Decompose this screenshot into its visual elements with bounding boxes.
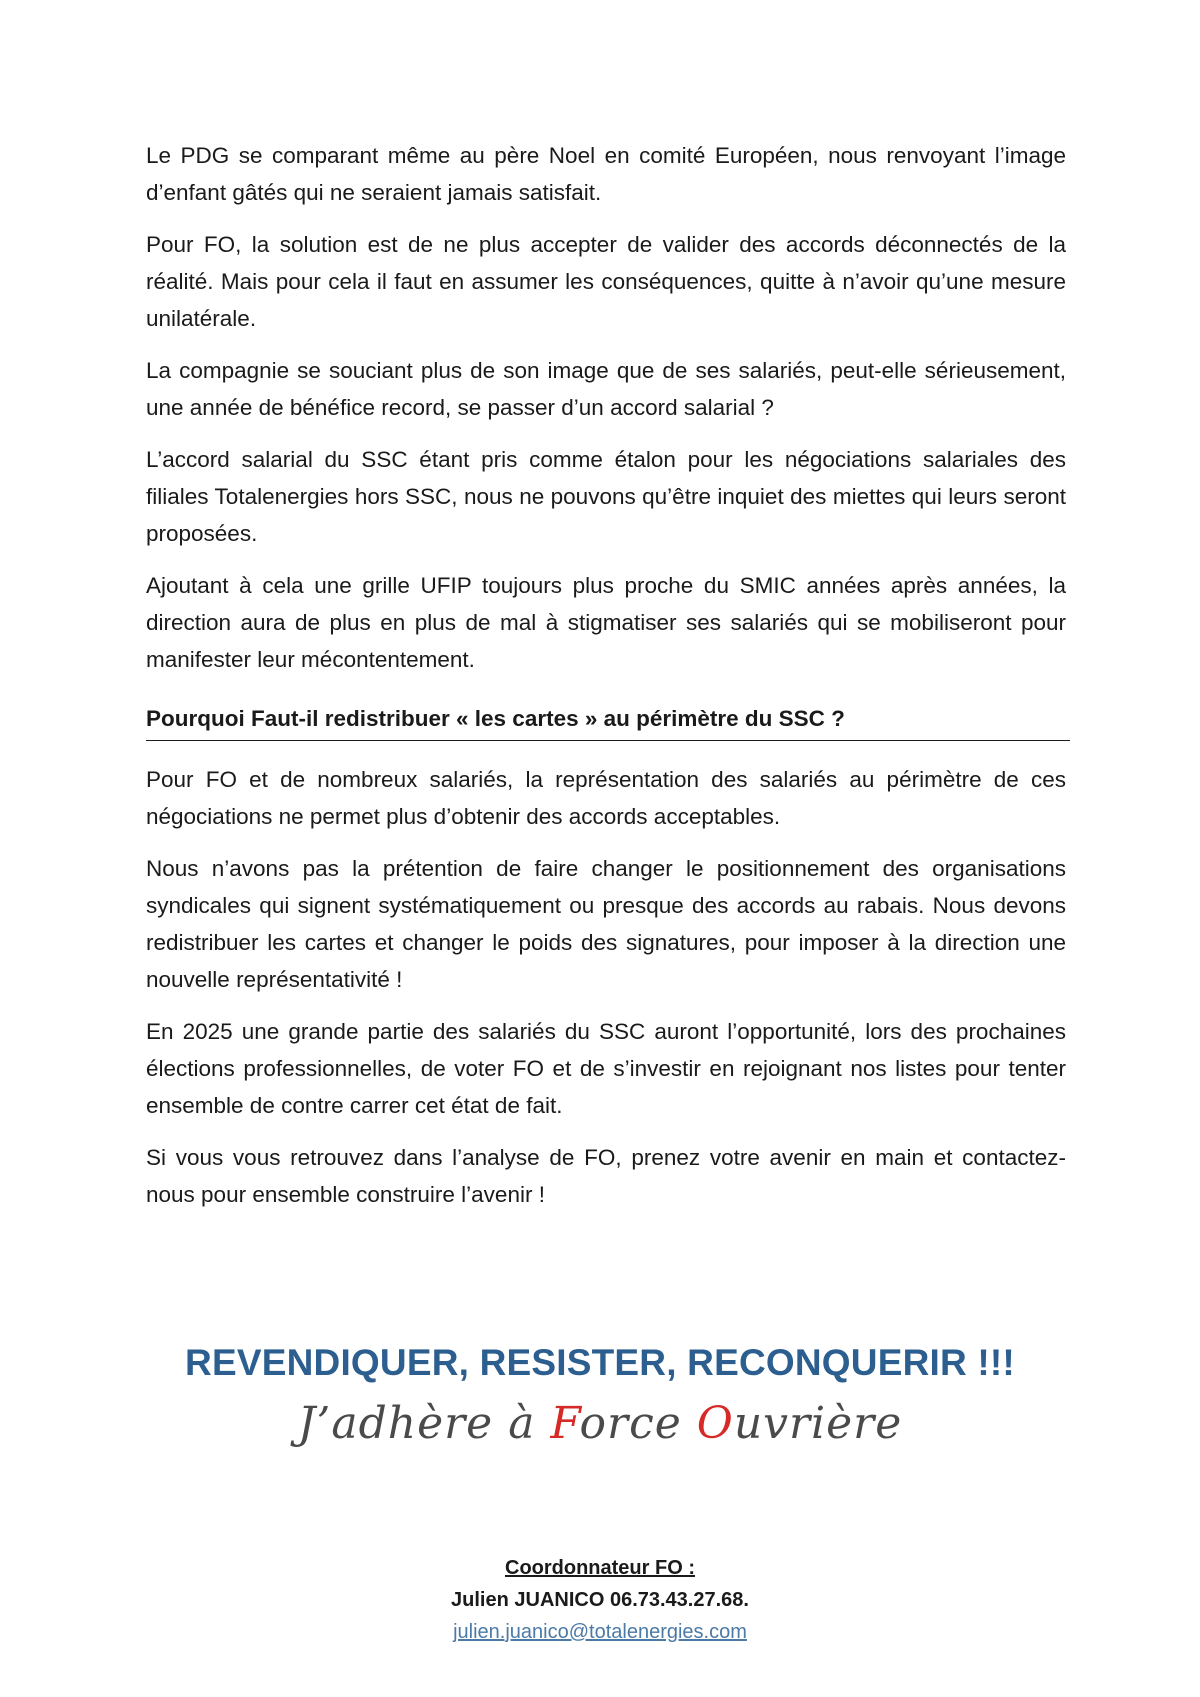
adhere-tagline	[0, 1398, 1200, 1449]
adhere-o-letter: O	[696, 1398, 734, 1449]
adhere-part3: uvrière	[733, 1398, 903, 1449]
contact-name-phone: Julien JUANICO 06.73.43.27.68.	[451, 1589, 749, 1611]
paragraph: Nous n’avons pas la prétention de faire changer le positionnement des organisations syndicales qui signent systématiquement ou presque des accords au rabais. Nous devons redistribuer les cartes et changer le poids des signatures, pour imposer à la direction une nouvelle représentativité !	[146, 856, 1066, 992]
adhere-part1: J’adhère à	[297, 1398, 551, 1449]
paragraph: Le PDG se comparant même au père Noel en comité Européen, nous renvoyant l’image d’enfant gâtés qui ne seraient jamais satisfait.	[146, 143, 1066, 205]
contact-email-link[interactable]: julien.juanico@totalenergies.com	[453, 1621, 747, 1643]
paragraph: Pour FO et de nombreux salariés, la représentation des salariés au périmètre de ces négociations ne permet plus d’obtenir des accords acceptables.	[146, 767, 1066, 829]
slogan: REVENDIQUER, RESISTER, RECONQUERIR !!!	[185, 1342, 1015, 1383]
section-heading: Pourquoi Faut-il redistribuer « les cartes » au périmètre du SSC ?	[146, 702, 1070, 741]
contact-title: Coordonnateur FO :	[505, 1557, 695, 1579]
paragraph: L’accord salarial du SSC étant pris comme étalon pour les négociations salariales des filiales Totalenergies hors SSC, nous ne pouvons qu’être inquiet des miettes qui leurs seront proposées.	[146, 447, 1066, 546]
contact-block	[0, 1552, 1200, 1648]
body-text	[146, 137, 1066, 1228]
paragraph: La compagnie se souciant plus de son image que de ses salariés, peut-elle sérieusement, une année de bénéfice record, se passer d’un accord salarial ?	[146, 358, 1066, 420]
paragraph: En 2025 une grande partie des salariés du SSC auront l’opportunité, lors des prochaines élections professionnelles, de voter FO et de s’investir en rejoignant nos listes pour tenter ensemble de contre carrer cet état de fait.	[146, 1019, 1066, 1118]
paragraph: Si vous vous retrouvez dans l’analyse de FO, prenez votre avenir en main et contactez-nous pour ensemble construire l’avenir !	[146, 1145, 1066, 1207]
adhere-f-letter: F	[550, 1398, 580, 1449]
adhere-part2: orce	[579, 1398, 697, 1449]
paragraph: Ajoutant à cela une grille UFIP toujours plus proche du SMIC années après années, la direction aura de plus en plus de mal à stigmatiser ses salariés qui se mobiliseront pour manifester leur mécontentement.	[146, 573, 1066, 672]
paragraph: Pour FO, la solution est de ne plus accepter de valider des accords déconnectés de la réalité. Mais pour cela il faut en assumer les conséquences, quitte à n’avoir qu’une mesure unilatérale.	[146, 232, 1066, 331]
